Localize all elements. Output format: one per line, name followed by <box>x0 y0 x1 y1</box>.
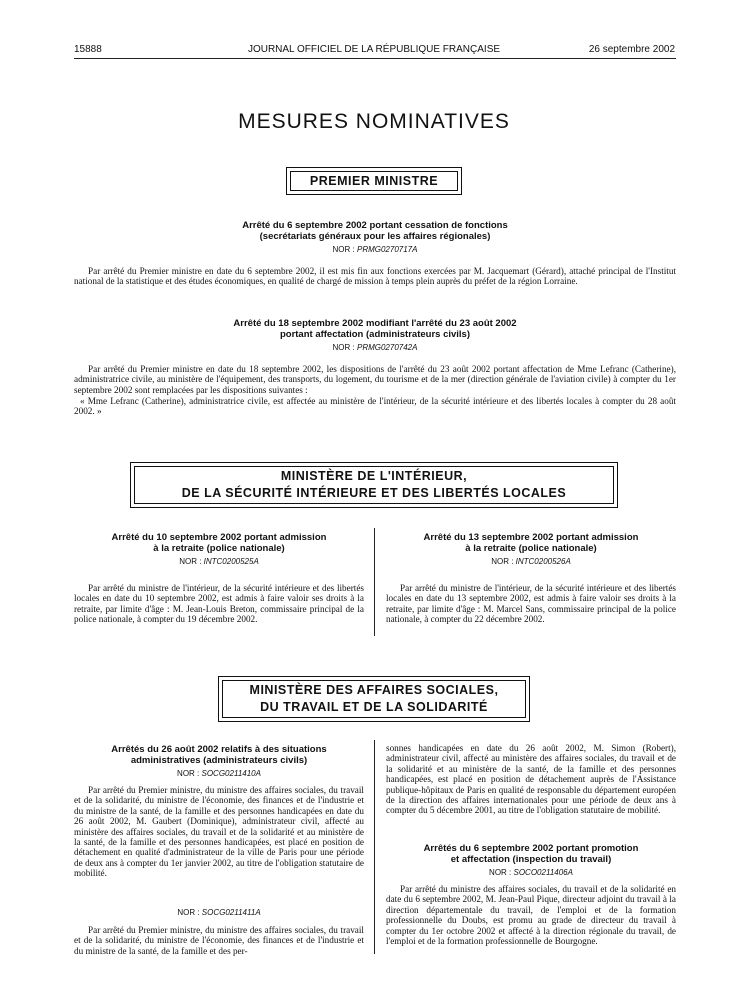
nor-label: NOR : <box>332 245 357 254</box>
nor-label: NOR : <box>177 908 202 917</box>
arrete-title-line1: Arrêté du 6 septembre 2002 portant cessation de fonctions <box>242 220 508 231</box>
arrete-title-line1: Arrêté du 13 septembre 2002 portant admission <box>423 532 639 543</box>
arrete-title-line2: et affectation (inspection du travail) <box>450 854 612 865</box>
affaires-sociales-heading-box <box>218 676 530 722</box>
interieur-heading-line1: MINISTÈRE DE L'INTÉRIEUR, <box>280 469 468 483</box>
page-title: MESURES NOMINATIVES <box>238 110 510 133</box>
nor-code: SOCG0211410A <box>201 769 261 778</box>
arrete-title <box>74 220 676 242</box>
nor-reference <box>74 908 364 917</box>
premier-ministre-heading: PREMIER MINISTRE <box>290 171 458 191</box>
arrete-title-line2: à la retraite (police nationale) <box>465 543 597 554</box>
arrete-text: « Mme Lefranc (Catherine), administratrice civile, est affectée au ministère de l'intérieur, de la sécurité intérieure et des libertés locales à compter du 28 août 2002. » <box>74 396 676 417</box>
arrete-title-line2: (secrétariats généraux pour les affaires régionales) <box>259 231 491 242</box>
arrete-title <box>386 532 676 554</box>
arrete-title-line1: Arrêté du 10 septembre 2002 portant admission <box>111 532 327 543</box>
column-divider <box>374 528 375 636</box>
publication-date: 26 septembre 2002 <box>588 44 675 55</box>
nor-code: PRMG0270742A <box>356 343 418 352</box>
affaires-sociales-heading-line2: DU TRAVAIL ET DE LA SOLIDARITÉ <box>260 700 488 714</box>
nor-code: INTC0200526A <box>515 557 571 566</box>
arrete-text: Par arrêté du Premier ministre en date du 6 septembre 2002, il est mis fin aux fonctions exercées par M. Jacquemart (Gérard), attaché principal de l'Institut national de la statistique et des études économiques, en qualité de chargé de mission à temps plein auprès du préfet de la région Lorraine. <box>74 266 676 287</box>
nor-reference <box>386 557 676 566</box>
column-divider <box>374 740 375 954</box>
arrete-title-line1: Arrêté du 18 septembre 2002 modifiant l'arrêté du 23 août 2002 <box>233 318 517 329</box>
nor-reference <box>74 245 676 254</box>
interieur-heading-line2: DE LA SÉCURITÉ INTÉRIEURE ET DES LIBERTÉS LOCALES <box>181 486 567 500</box>
nor-label: NOR : <box>491 557 516 566</box>
nor-reference <box>386 868 676 877</box>
arrete-title <box>386 843 676 865</box>
arrete-title <box>74 532 364 554</box>
arrete-text: Par arrêté du ministre de l'intérieur, de la sécurité intérieure et des libertés locales en date du 10 septembre 2002, est admis à faire valoir ses droits à la retraite, par limite d'âge : M. Jean-Louis Breton, commissaire principal de la police nationale, à compter du 19 décembre 2002. <box>74 583 364 625</box>
arrete-title-line1: Arrêtés du 26 août 2002 relatifs à des situations <box>111 744 327 755</box>
arrete-text: Par arrêté du ministre des affaires sociales, du travail et de la solidarité en date du 6 septembre 2002, M. Jean-Paul Pique, directeur adjoint du travail à la direction départementale du travail, de l'emploi et de la formation professionnelle du Doubs, est promu au grade de directeur du travail à compter du 1er octobre 2002 et affecté à la direction régionale du travail, de l'emploi et de la formation professionnelle de Bourgogne. <box>386 884 676 947</box>
arrete-text: Par arrêté du Premier ministre, du ministre des affaires sociales, du travail et de la solidarité, du ministre de l'économie, des finances et de l'industrie et du ministre de la santé, de la famille et des personnes handicapées en date du 26 août 2002, M. Gaubert (Dominique), administrateur civil, affecté au ministère des affaires sociales, du travail et de la solidarité et au ministère de la santé, de la famille et des personnes handicapées, est placé en position de détachement en qualité d'administrateur de la ville de Paris pour une période de deux ans à compter du 1er janvier 2002, au titre de l'obligation statutaire de mobilité. <box>74 785 364 879</box>
nor-code: PRMG0270717A <box>356 245 418 254</box>
arrete-text: Par arrêté du Premier ministre, du ministre des affaires sociales, du travail et de la solidarité, du ministre de l'économie, des finances et de l'industrie et du ministre de la santé, de la famille et des per- <box>74 925 364 956</box>
nor-code: SOCO0211406A <box>513 868 573 877</box>
nor-label: NOR : <box>332 343 357 352</box>
arrete-title-line2: à la retraite (police nationale) <box>153 543 285 554</box>
arrete-title-line2: administratives (administrateurs civils) <box>130 755 308 766</box>
nor-label: NOR : <box>179 557 204 566</box>
arrete-text: sonnes handicapées en date du 26 août 2002, M. Simon (Robert), administrateur civil, affecté au ministère des affaires sociales, du travail et de la solidarité et au ministère de la santé, de la famille et des personnes handicapées, est placé en position de détachement auprès de l'Assistance publique-hôpitaux de Paris en qualité de responsable du département européen de la direction des affaires internationales pour une période de deux ans à compter du 5 décembre 2001, au titre de l'obligation statutaire de mobilité. <box>386 743 676 816</box>
arrete-text: Par arrêté du ministre de l'intérieur, de la sécurité intérieure et des libertés locales en date du 13 septembre 2002, est admis à faire valoir ses droits à la retraite, par limite d'âge : M. Marcel Sans, commissaire principal de la police nationale, à compter du 22 décembre 2002. <box>386 583 676 625</box>
arrete-title-line2: portant affectation (administrateurs civils) <box>279 329 471 340</box>
nor-code: SOCG0211411A <box>201 908 261 917</box>
journal-title: JOURNAL OFFICIEL DE LA RÉPUBLIQUE FRANÇAISE <box>247 44 501 55</box>
page-number: 15888 <box>74 44 102 55</box>
nor-label: NOR : <box>177 769 202 778</box>
interieur-heading-box <box>130 462 618 508</box>
arrete-text: Par arrêté du Premier ministre en date du 18 septembre 2002, les dispositions de l'arrêté du 23 août 2002 portant affectation de Mme Lefranc (Catherine), administratrice civile, au ministère de l'équipement, des transports, du logement, du tourisme et de la mer (direction générale de l'aviation civile) à compter du 1er septembre 2002 sont remplacées par les dispositions suivantes : <box>74 364 676 395</box>
arrete-title <box>74 318 676 340</box>
premier-ministre-heading-box <box>286 167 462 195</box>
nor-reference <box>74 769 364 778</box>
nor-reference <box>74 343 676 352</box>
arrete-title <box>74 744 364 766</box>
nor-label: NOR : <box>489 868 514 877</box>
nor-code: INTC0200525A <box>203 557 259 566</box>
arrete-title-line1: Arrêtés du 6 septembre 2002 portant promotion <box>423 843 639 854</box>
nor-reference <box>74 557 364 566</box>
header-rule <box>74 58 676 59</box>
affaires-sociales-heading-line1: MINISTÈRE DES AFFAIRES SOCIALES, <box>249 683 499 697</box>
